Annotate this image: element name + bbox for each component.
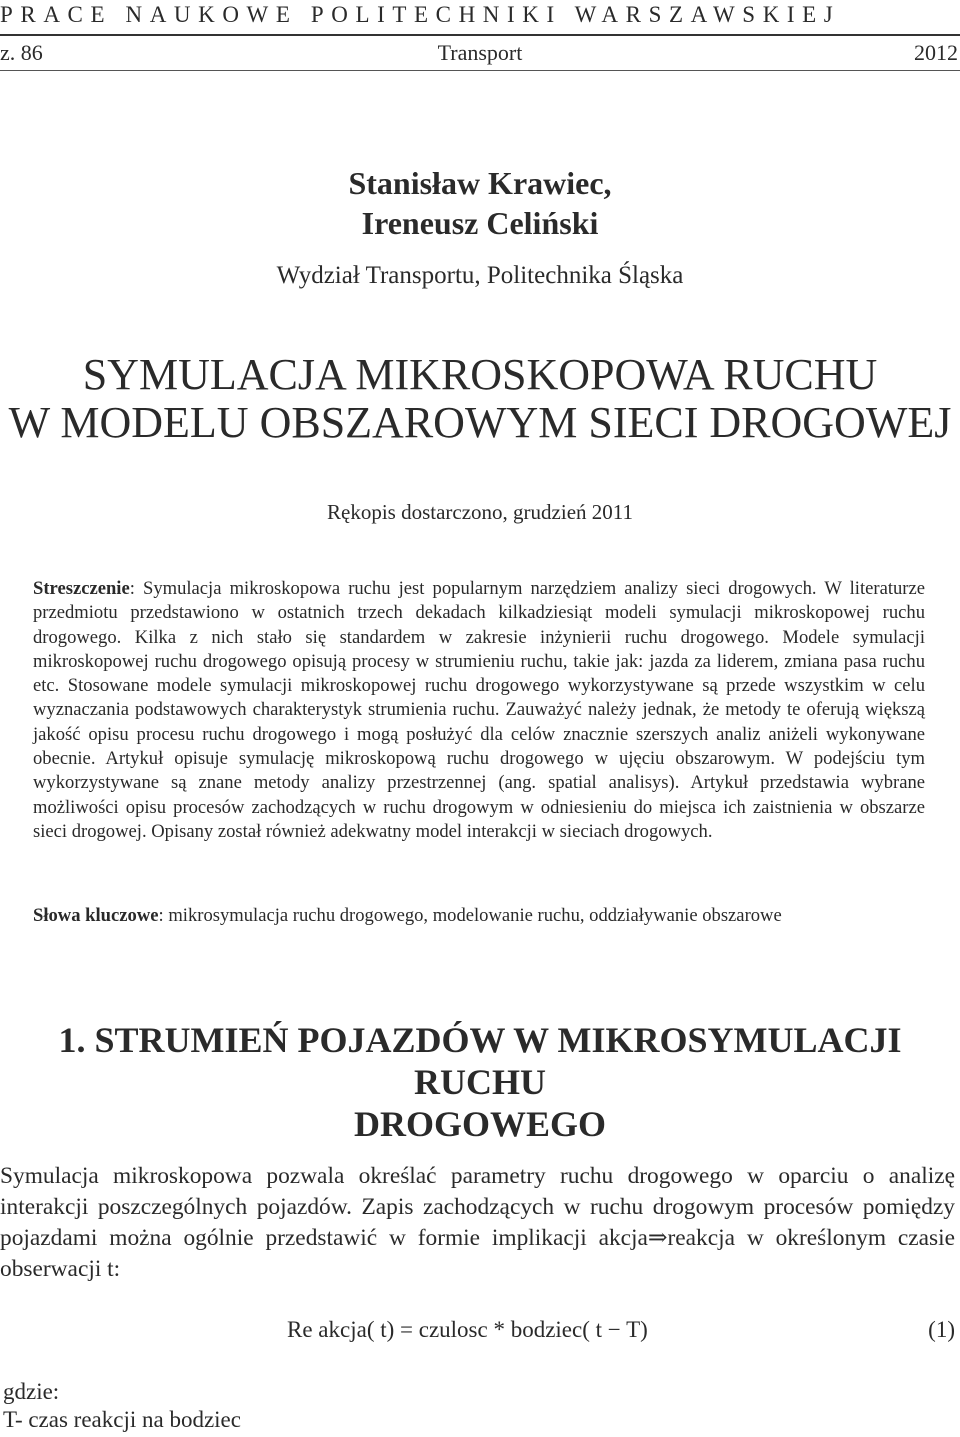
- received-date: Rękopis dostarczono, grudzień 2011: [327, 500, 633, 524]
- variable-definition: T- czas reakcji na bodziec: [3, 1407, 241, 1432]
- abstract: [33, 577, 925, 844]
- equation: Re akcja( t) = czulosc * bodziec( t − T): [287, 1317, 648, 1342]
- keywords-text: : mikrosymulacja ruchu drogowego, modelowanie ruchu, oddziaływanie obszarowe: [158, 905, 782, 926]
- journal-header: PRACE NAUKOWE POLITECHNIKI WARSZAWSKIEJ: [0, 2, 841, 27]
- paper-title-line-2: W MODELU OBSZAROWYM SIECI DROGOWEJ: [8, 398, 952, 447]
- keywords: [33, 904, 925, 928]
- abstract-label: Streszczenie: [33, 578, 130, 599]
- author-line-2: Ireneusz Celiński: [361, 205, 599, 241]
- section-heading-line-1: 1. STRUMIEŃ POJAZDÓW W MIKROSYMULACJI RUCHU: [58, 1020, 902, 1102]
- keywords-label: Słowa kluczowe: [33, 905, 159, 926]
- section-heading: [0, 1019, 960, 1145]
- abstract-text: : Symulacja mikroskopowa ruchu jest popularnym narzędziem analizy sieci drogowych. W literaturze przedmiotu przedstawiono w ostatnich trzech dekadach kilkadziesiąt modeli symulacji mikroskopowej ruchu drogowego. Kilka z nich stało się standardem w zakresie inżynierii ruchu drogowego. Modele symulacji mikroskopowej ruchu drogowego opisują procesy w strumieniu ruchu, takie jak: jazda za liderem, zmiana pasa ruchu etc. Stosowane modele symulacji mikroskopowej ruchu drogowego wykorzystywane są przede wszystkim w celu wyznaczania podstawowych charakterystyk strumienia ruchu. Zauważyć należy jednak, że metody te oferują większą jakość opisu procesu ruchu drogowego i mogą posłużyć dla celów znacznie szerszych analiz aniżeli wykonywane obecnie. Artykuł opisuje symulację mikroskopową ruchu drogowego w ujęciu obszarowym. W podejściu tym wykorzystywane są znane metody analizy przestrzennej (ang. spatial analisys). Artykuł przedstawia wybrane możliwości opisu procesów zachodzących w ruchu drogowym w odniesieniu do miejsca ich zaistnienia w obszarze sieci drogowej. Opisany został również adekwatny model interakcji w sieciach drogowych.: [33, 578, 925, 842]
- header-rule: [0, 34, 960, 36]
- issue-rule: [0, 70, 960, 71]
- issue-row: [0, 40, 960, 68]
- issue-number: z. 86: [0, 40, 43, 65]
- publication-year: 2012: [914, 40, 958, 65]
- paper-title-line-1: SYMULACJA MIKROSKOPOWA RUCHU: [82, 350, 878, 399]
- body-paragraph: Symulacja mikroskopowa pozwala określać parametry ruchu drogowego w oparciu o analizę interakcji poszczególnych pojazdów. Zapis zachodzących w ruchu drogowym procesów pomiędzy pojazdami można ogólnie przedstawić w formie implikacji akcja⇒reakcja w określonym czasie obserwacji t:: [0, 1163, 955, 1282]
- paper-title: [0, 351, 960, 447]
- equation-number: (1): [928, 1317, 955, 1342]
- author-line-1: Stanisław Krawiec,: [348, 165, 612, 201]
- where-label: gdzie:: [3, 1379, 60, 1404]
- series-name: Transport: [437, 40, 523, 65]
- section-heading-line-2: DROGOWEGO: [353, 1104, 607, 1144]
- affiliation: Wydział Transportu, Politechnika Śląska: [276, 262, 684, 289]
- authors: [0, 163, 960, 243]
